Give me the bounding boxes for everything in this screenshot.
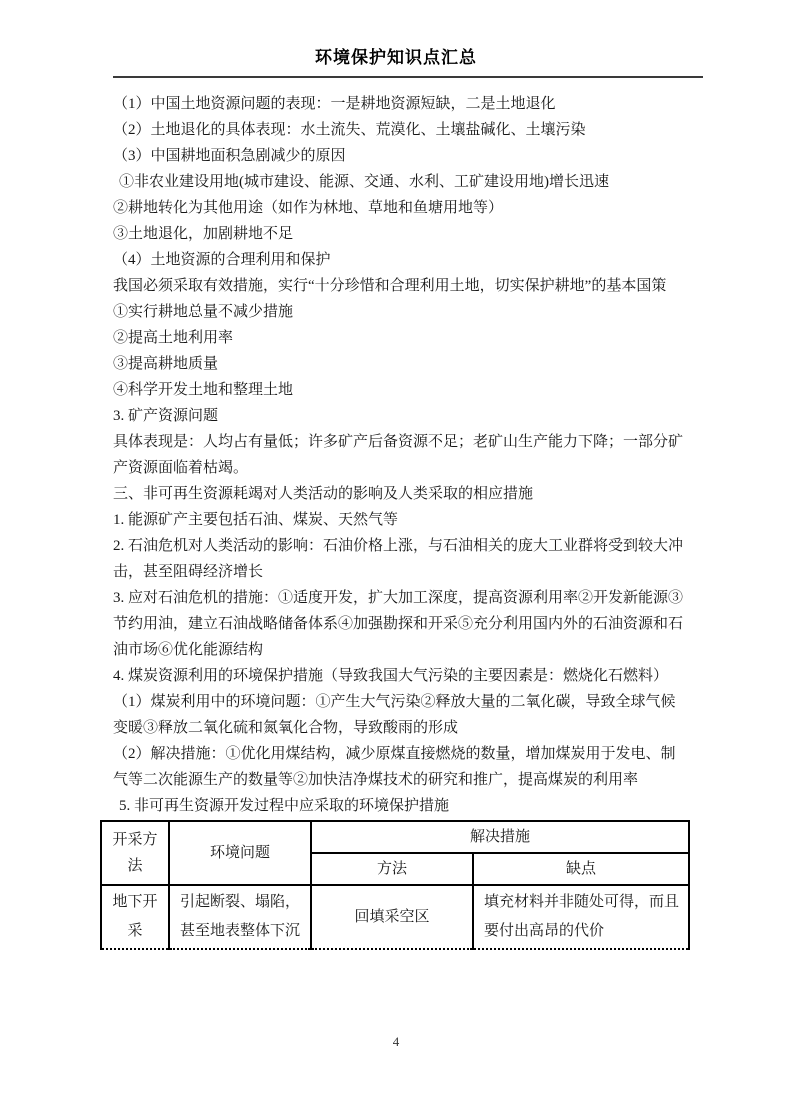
paragraph: （2）土地退化的具体表现：水土流失、荒漠化、土壤盐碱化、土壤污染 [113, 122, 586, 138]
paragraph: ②耕地转化为其他用途（如作为林地、草地和鱼塘用地等） [113, 200, 504, 216]
table-header-solution-drawback: 缺点 [473, 853, 689, 885]
table-header-mining-method: 开采方法 [101, 821, 169, 885]
paragraph: ①实行耕地总量不减少措施 [113, 304, 294, 320]
paragraph: （1）煤炭利用中的环境问题：①产生大气污染②释放大量的二氧化碳，导致全球气候变暖③释放二氧化硫和氮氧化合物，导致酸雨的形成 [113, 694, 676, 736]
paragraph: （1）中国土地资源问题的表现：一是耕地资源短缺，二是土地退化 [113, 96, 556, 112]
paragraph: 三、非可再生资源耗竭对人类活动的影响及人类采取的相应措施 [113, 486, 534, 502]
document-body [113, 91, 685, 950]
table-cell-solution-method: 回填采空区 [311, 885, 473, 949]
mining-measures-table [100, 820, 690, 950]
table-header-solutions-group: 解决措施 [311, 821, 689, 853]
paragraph: ③提高耕地质量 [113, 356, 219, 372]
table-row [101, 885, 689, 949]
paragraph: （2）解决措施：①优化用煤结构，减少原煤直接燃烧的数量，增加煤炭用于发电、制气等二次能源生产的数量等②加快洁净煤技术的研究和推广，提高煤炭的利用率 [113, 746, 676, 788]
paragraph: ④科学开发土地和整理土地 [113, 382, 294, 398]
paragraph: 1. 能源矿产主要包括石油、煤炭、天然气等 [113, 512, 399, 528]
document-header [0, 0, 792, 78]
table-header-solution-method: 方法 [311, 853, 473, 885]
paragraph: 3. 应对石油危机的措施：①适度开发，扩大加工深度，提高资源利用率②开发新能源③节约用油，建立石油战略储备体系④加强勘探和开采⑤充分利用国内外的石油资源和石油市场⑥优化能源结构 [113, 590, 684, 658]
title-underline [113, 76, 703, 78]
paragraph: 具体表现是：人均占有量低；许多矿产后备资源不足；老矿山生产能力下降；一部分矿产资源面临着枯竭。 [113, 434, 684, 476]
table-cell-solution-drawback: 填充材料并非随处可得，而且要付出高昂的代价 [473, 885, 689, 949]
page-number: 4 [392, 1034, 400, 1049]
paragraph: ②提高土地利用率 [113, 330, 234, 346]
paragraph: 2. 石油危机对人类活动的影响：石油价格上涨，与石油相关的庞大工业群将受到较大冲击，甚至阻碍经济增长 [113, 538, 684, 580]
paragraph: 3. 矿产资源问题 [113, 408, 219, 424]
paragraph: 4. 煤炭资源利用的环境保护措施（导致我国大气污染的主要因素是：燃烧化石燃料） [113, 668, 669, 684]
paragraph: ③土地退化，加剧耕地不足 [113, 226, 294, 242]
document-title: 环境保护知识点汇总 [315, 48, 477, 67]
paragraph: ①非农业建设用地(城市建设、能源、交通、水利、工矿建设用地)增长迅速 [119, 174, 609, 190]
table-header-row [101, 821, 689, 853]
table-cell-mining-method: 地下开采 [101, 885, 169, 949]
paragraph: 5. 非可再生资源开发过程中应采取的环境保护措施 [119, 798, 450, 814]
table-header-environment-problem: 环境问题 [169, 821, 311, 885]
paragraph: 我国必须采取有效措施，实行“十分珍惜和合理利用土地，切实保护耕地”的基本国策 [113, 278, 667, 294]
paragraph: （4）土地资源的合理利用和保护 [113, 252, 331, 268]
paragraph: （3）中国耕地面积急剧减少的原因 [113, 148, 346, 164]
table-cell-environment-problem: 引起断裂、塌陷，甚至地表整体下沉 [169, 885, 311, 949]
